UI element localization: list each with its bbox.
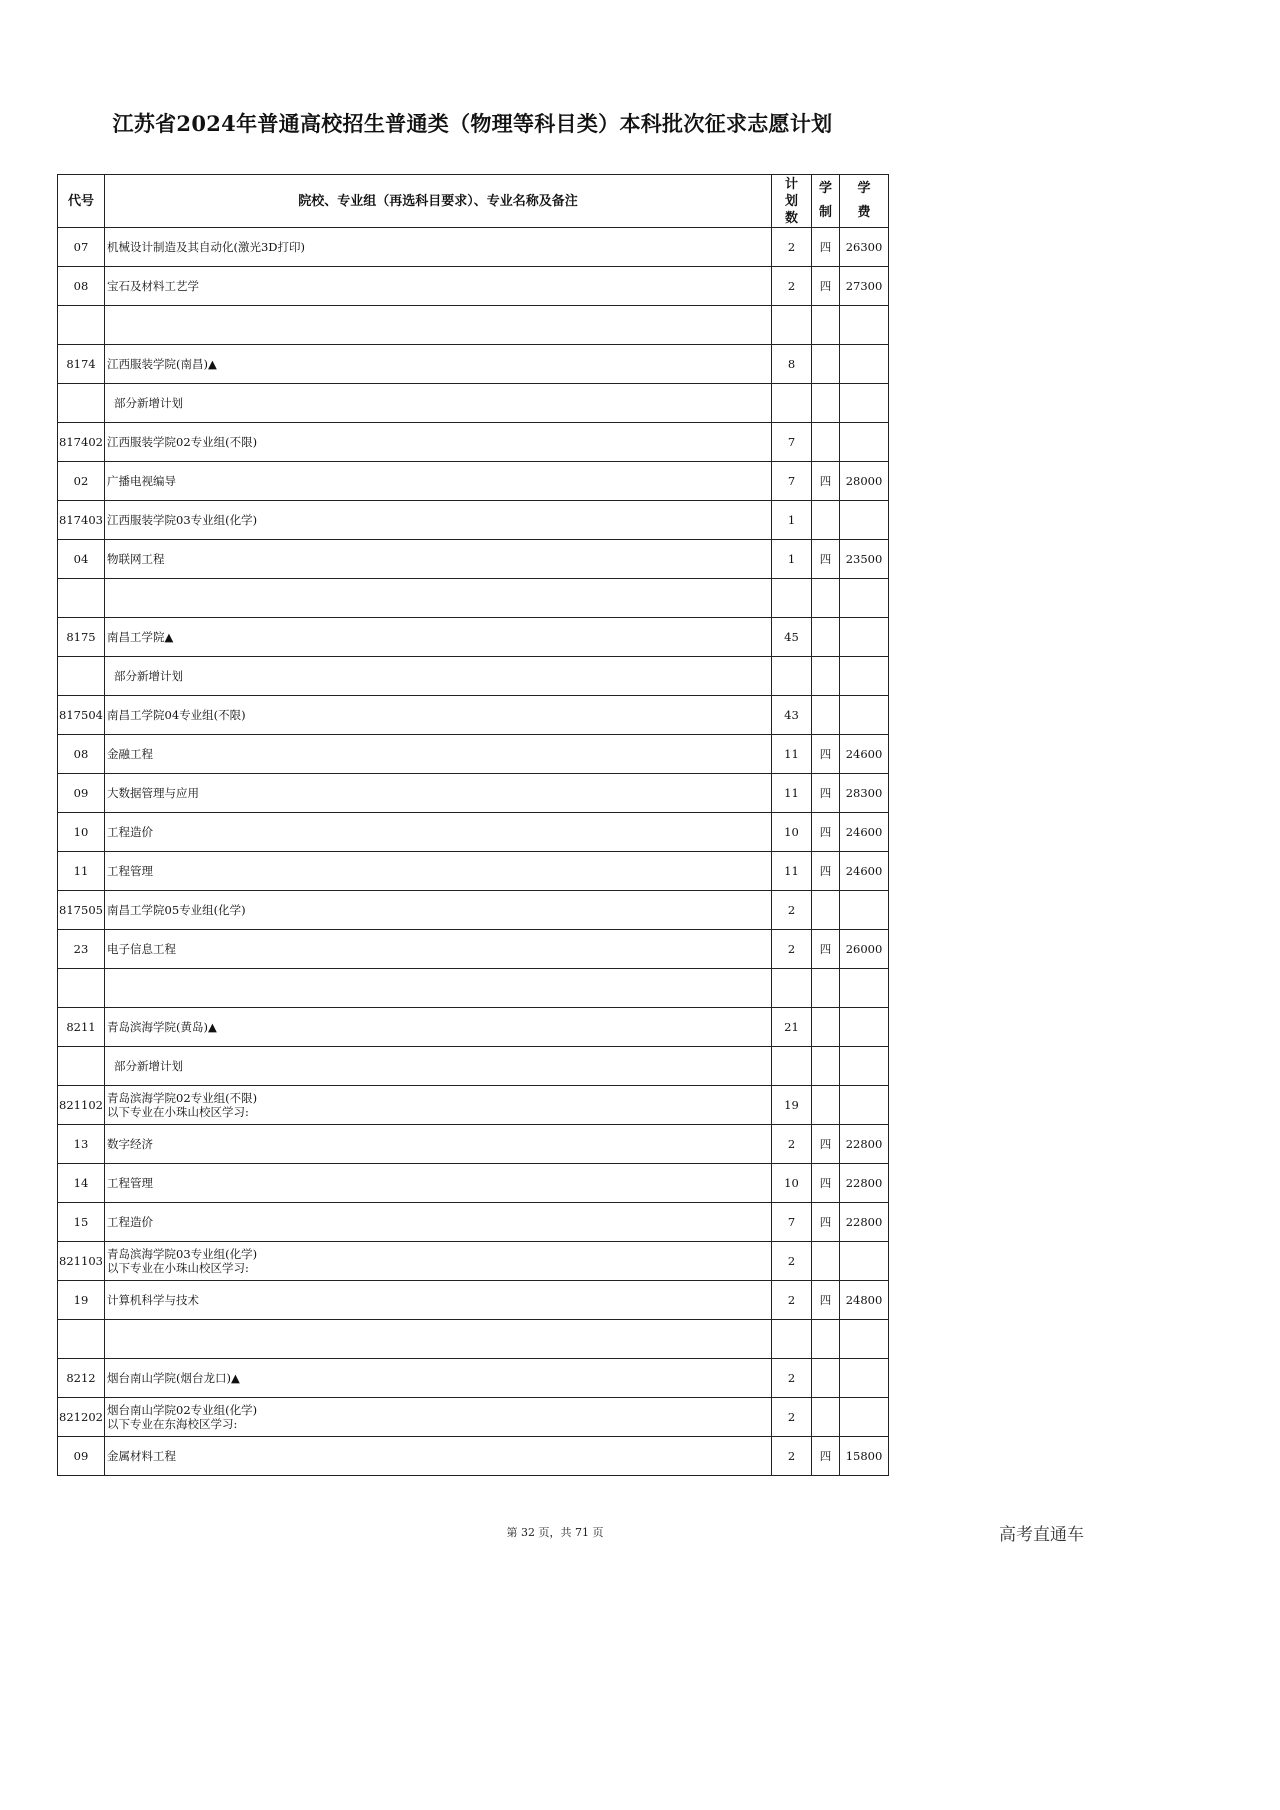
cell-name [105, 969, 772, 1008]
table-row-group [58, 423, 889, 462]
cell-code: 821102 [58, 1086, 105, 1125]
page-title: 江苏省2024年普通高校招生普通类（物理等科目类）本科批次征求志愿计划 [112, 111, 833, 136]
table-row-major [58, 930, 889, 969]
cell-length: 四 [812, 228, 840, 267]
cell-plan-count: 2 [772, 1242, 812, 1281]
cell-code: 09 [58, 1437, 105, 1476]
cell-code: 817505 [58, 891, 105, 930]
cell-length: 四 [812, 1203, 840, 1242]
cell-plan-count: 2 [772, 267, 812, 306]
cell-length [812, 306, 840, 345]
cell-code: 04 [58, 540, 105, 579]
cell-fee: 24600 [840, 735, 889, 774]
cell-length [812, 891, 840, 930]
cell-code: 13 [58, 1125, 105, 1164]
cell-code: 817403 [58, 501, 105, 540]
cell-fee [840, 306, 889, 345]
cell-length [812, 657, 840, 696]
cell-length: 四 [812, 735, 840, 774]
cell-length: 四 [812, 774, 840, 813]
cell-name: 机械设计制造及其自动化(激光3D打印) [105, 228, 772, 267]
cell-length [812, 1008, 840, 1047]
cell-code: 821202 [58, 1398, 105, 1437]
cell-plan-count [772, 969, 812, 1008]
cell-name [105, 1242, 772, 1281]
table-row-major [58, 774, 889, 813]
cell-code [58, 579, 105, 618]
table-row-major [58, 1281, 889, 1320]
cell-code [58, 1047, 105, 1086]
cell-name: 数字经济 [105, 1125, 772, 1164]
cell-length [812, 969, 840, 1008]
cell-length [812, 1047, 840, 1086]
table-row-major [58, 1437, 889, 1476]
cell-fee [840, 696, 889, 735]
table-header-row [58, 175, 889, 228]
cell-fee [840, 1359, 889, 1398]
cell-plan-count [772, 1320, 812, 1359]
cell-length: 四 [812, 930, 840, 969]
cell-name: 宝石及材料工艺学 [105, 267, 772, 306]
cell-fee: 24600 [840, 813, 889, 852]
cell-plan-count: 45 [772, 618, 812, 657]
cell-fee: 22800 [840, 1203, 889, 1242]
cell-fee: 26300 [840, 228, 889, 267]
cell-code: 817504 [58, 696, 105, 735]
table-row-major [58, 1164, 889, 1203]
cell-name: 南昌工学院04专业组(不限) [105, 696, 772, 735]
cell-name: 部分新增计划 [105, 384, 772, 423]
cell-name [105, 306, 772, 345]
table-body [58, 228, 889, 1476]
cell-plan-count: 21 [772, 1008, 812, 1047]
page-footer: 第 32 页，共 71 页 [506, 1526, 604, 1539]
campus-note: 以下专业在小珠山校区学习: [107, 1261, 249, 1275]
cell-code [58, 306, 105, 345]
table-row-major [58, 540, 889, 579]
cell-name [105, 1320, 772, 1359]
cell-plan-count: 2 [772, 1437, 812, 1476]
cell-code: 23 [58, 930, 105, 969]
cell-length: 四 [812, 1125, 840, 1164]
table-row-blank [58, 306, 889, 345]
cell-plan-count [772, 1047, 812, 1086]
cell-name: 工程管理 [105, 1164, 772, 1203]
cell-plan-count: 2 [772, 1398, 812, 1437]
cell-fee: 24600 [840, 852, 889, 891]
cell-fee: 15800 [840, 1437, 889, 1476]
table-row-school [58, 1008, 889, 1047]
cell-name: 电子信息工程 [105, 930, 772, 969]
cell-code: 08 [58, 267, 105, 306]
header-plan: 计 划 数 [772, 175, 812, 228]
cell-fee: 22800 [840, 1125, 889, 1164]
table-row-school [58, 1359, 889, 1398]
cell-fee [840, 423, 889, 462]
cell-name: 江西服装学院(南昌)▲ [105, 345, 772, 384]
cell-plan-count: 2 [772, 1281, 812, 1320]
table-row-major [58, 462, 889, 501]
cell-name: 金属材料工程 [105, 1437, 772, 1476]
cell-plan-count [772, 306, 812, 345]
cell-length [812, 1320, 840, 1359]
cell-fee: 24800 [840, 1281, 889, 1320]
cell-name: 江西服装学院02专业组(不限) [105, 423, 772, 462]
table-row-blank [58, 1320, 889, 1359]
table-row-note [58, 1047, 889, 1086]
cell-plan-count: 11 [772, 774, 812, 813]
cell-plan-count: 2 [772, 1359, 812, 1398]
cell-plan-count: 1 [772, 540, 812, 579]
cell-fee [840, 1320, 889, 1359]
cell-name: 金融工程 [105, 735, 772, 774]
cell-plan-count: 8 [772, 345, 812, 384]
cell-plan-count: 43 [772, 696, 812, 735]
table-row-major [58, 267, 889, 306]
cell-fee [840, 579, 889, 618]
cell-name: 大数据管理与应用 [105, 774, 772, 813]
cell-plan-count: 7 [772, 423, 812, 462]
cell-plan-count [772, 579, 812, 618]
cell-length [812, 423, 840, 462]
cell-length: 四 [812, 267, 840, 306]
cell-length [812, 384, 840, 423]
cell-name: 计算机科学与技术 [105, 1281, 772, 1320]
cell-fee [840, 345, 889, 384]
table-row-note [58, 657, 889, 696]
cell-name: 江西服装学院03专业组(化学) [105, 501, 772, 540]
cell-code [58, 384, 105, 423]
cell-plan-count: 2 [772, 891, 812, 930]
cell-fee: 26000 [840, 930, 889, 969]
cell-fee: 28000 [840, 462, 889, 501]
table-row-major [58, 735, 889, 774]
cell-plan-count: 11 [772, 735, 812, 774]
cell-name: 工程造价 [105, 1203, 772, 1242]
cell-fee [840, 657, 889, 696]
cell-code [58, 1320, 105, 1359]
cell-length: 四 [812, 540, 840, 579]
cell-plan-count: 2 [772, 1125, 812, 1164]
cell-fee: 23500 [840, 540, 889, 579]
campus-note: 以下专业在小珠山校区学习: [107, 1105, 249, 1119]
table-row-school [58, 618, 889, 657]
cell-length [812, 345, 840, 384]
cell-fee [840, 969, 889, 1008]
table-row-major [58, 813, 889, 852]
cell-plan-count: 7 [772, 1203, 812, 1242]
group-name: 烟台南山学院02专业组(化学) [107, 1403, 258, 1417]
table-row-school [58, 345, 889, 384]
table-row-major [58, 228, 889, 267]
cell-name: 广播电视编导 [105, 462, 772, 501]
cell-name: 部分新增计划 [105, 657, 772, 696]
cell-code: 817402 [58, 423, 105, 462]
cell-plan-count: 1 [772, 501, 812, 540]
cell-code: 10 [58, 813, 105, 852]
cell-name: 南昌工学院▲ [105, 618, 772, 657]
cell-length: 四 [812, 1164, 840, 1203]
header-code: 代号 [58, 175, 105, 228]
cell-plan-count [772, 384, 812, 423]
cell-plan-count: 10 [772, 813, 812, 852]
table-row-major [58, 1203, 889, 1242]
cell-code: 07 [58, 228, 105, 267]
cell-fee [840, 1398, 889, 1437]
cell-fee [840, 1086, 889, 1125]
watermark: 高考直通车 [999, 1525, 1084, 1545]
table-row-blank [58, 969, 889, 1008]
cell-code: 02 [58, 462, 105, 501]
cell-length [812, 579, 840, 618]
cell-plan-count [772, 657, 812, 696]
cell-code [58, 657, 105, 696]
cell-name: 烟台南山学院(烟台龙口)▲ [105, 1359, 772, 1398]
cell-length [812, 1086, 840, 1125]
cell-length: 四 [812, 462, 840, 501]
group-name: 青岛滨海学院02专业组(不限) [107, 1091, 258, 1105]
table-row-note [58, 384, 889, 423]
table-row-group [58, 1398, 889, 1437]
enrollment-plan-table [57, 174, 889, 1476]
cell-plan-count: 19 [772, 1086, 812, 1125]
header-name: 院校、专业组（再选科目要求）、专业名称及备注 [105, 175, 772, 228]
cell-plan-count: 11 [772, 852, 812, 891]
cell-name: 工程造价 [105, 813, 772, 852]
cell-code: 8175 [58, 618, 105, 657]
cell-name: 南昌工学院05专业组(化学) [105, 891, 772, 930]
cell-fee [840, 1242, 889, 1281]
cell-fee [840, 1008, 889, 1047]
table-row-group [58, 696, 889, 735]
cell-length: 四 [812, 1281, 840, 1320]
table-row-group [58, 1086, 889, 1125]
cell-length [812, 696, 840, 735]
cell-code: 15 [58, 1203, 105, 1242]
table-row-major [58, 1125, 889, 1164]
cell-fee: 22800 [840, 1164, 889, 1203]
table-row-blank [58, 579, 889, 618]
cell-fee: 27300 [840, 267, 889, 306]
cell-name [105, 1086, 772, 1125]
cell-name: 工程管理 [105, 852, 772, 891]
header-length: 学 制 [812, 175, 840, 228]
cell-length [812, 501, 840, 540]
cell-length: 四 [812, 852, 840, 891]
table-row-group [58, 891, 889, 930]
cell-code: 8212 [58, 1359, 105, 1398]
cell-fee [840, 384, 889, 423]
cell-length [812, 1242, 840, 1281]
header-fee: 学 费 [840, 175, 889, 228]
cell-length: 四 [812, 813, 840, 852]
table-row-major [58, 852, 889, 891]
cell-plan-count: 2 [772, 228, 812, 267]
cell-name: 青岛滨海学院(黄岛)▲ [105, 1008, 772, 1047]
cell-code: 14 [58, 1164, 105, 1203]
cell-fee [840, 618, 889, 657]
cell-name: 部分新增计划 [105, 1047, 772, 1086]
table-row-group [58, 1242, 889, 1281]
cell-code [58, 969, 105, 1008]
campus-note: 以下专业在东海校区学习: [107, 1417, 238, 1431]
cell-fee [840, 501, 889, 540]
cell-fee [840, 1047, 889, 1086]
cell-code: 09 [58, 774, 105, 813]
cell-code: 8211 [58, 1008, 105, 1047]
cell-plan-count: 2 [772, 930, 812, 969]
table-row-group [58, 501, 889, 540]
cell-name [105, 579, 772, 618]
cell-length: 四 [812, 1437, 840, 1476]
cell-length [812, 618, 840, 657]
cell-code: 19 [58, 1281, 105, 1320]
group-name: 青岛滨海学院03专业组(化学) [107, 1247, 258, 1261]
cell-code: 821103 [58, 1242, 105, 1281]
cell-code: 8174 [58, 345, 105, 384]
cell-code: 11 [58, 852, 105, 891]
cell-fee: 28300 [840, 774, 889, 813]
cell-length [812, 1398, 840, 1437]
cell-length [812, 1359, 840, 1398]
cell-fee [840, 891, 889, 930]
cell-name [105, 1398, 772, 1437]
cell-name: 物联网工程 [105, 540, 772, 579]
cell-code: 08 [58, 735, 105, 774]
cell-plan-count: 7 [772, 462, 812, 501]
cell-plan-count: 10 [772, 1164, 812, 1203]
